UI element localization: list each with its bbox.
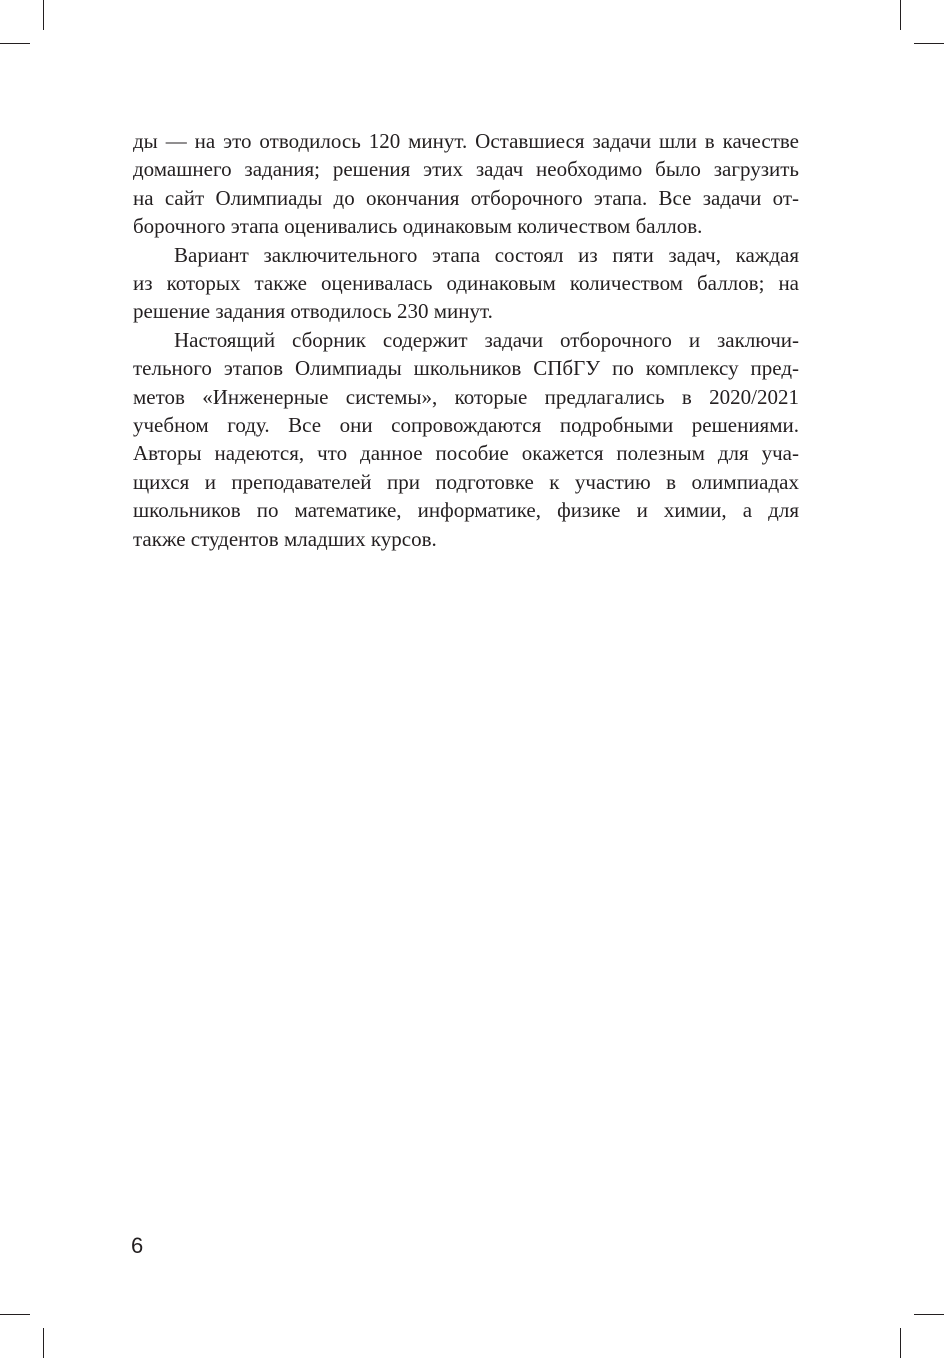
crop-mark-bottom-left-vertical xyxy=(43,1328,44,1358)
text-line: из которых также оценивалась одинаковым количеством баллов; на xyxy=(133,271,799,296)
crop-mark-top-left-vertical xyxy=(43,0,44,30)
crop-mark-bottom-left-horizontal xyxy=(0,1314,30,1315)
crop-mark-top-right-vertical xyxy=(900,0,901,30)
text-line: решение задания отводилось 230 минут. xyxy=(133,299,493,324)
paragraph-1 xyxy=(133,127,799,241)
text-line: также студентов младших курсов. xyxy=(133,526,437,551)
paragraph-2 xyxy=(133,241,799,326)
page-number: 6 xyxy=(131,1233,144,1258)
text-line: борочного этапа оценивались одинаковым количеством баллов. xyxy=(133,214,703,239)
body-text xyxy=(133,127,799,553)
crop-mark-top-right-horizontal xyxy=(914,43,944,44)
text-line: Вариант заключительного этапа состоял из пяти задач, каждая xyxy=(174,242,799,267)
text-line: домашнего задания; решения этих задач необходимо было загрузить xyxy=(133,157,799,182)
text-line: щихся и преподавателей при подготовке к участию в олимпиадах xyxy=(133,469,799,494)
crop-mark-top-left-horizontal xyxy=(0,43,30,44)
text-line: Авторы надеются, что данное пособие окажется полезным для уча- xyxy=(133,441,799,466)
crop-mark-bottom-right-vertical xyxy=(900,1328,901,1358)
text-line: на сайт Олимпиады до окончания отборочного этапа. Все задачи от- xyxy=(133,185,799,210)
text-line: школьников по математике, информатике, физике и химии, а для xyxy=(133,498,799,523)
text-line: ды — на это отводилось 120 минут. Оставшиеся задачи шли в качестве xyxy=(133,129,799,153)
text-line: Настоящий сборник содержит задачи отборочного и заключи- xyxy=(174,327,799,352)
crop-mark-bottom-right-horizontal xyxy=(914,1314,944,1315)
text-line: метов «Инженерные системы», которые предлагались в 2020/2021 xyxy=(133,384,799,409)
text-line: учебном году. Все они сопровождаются подробными решениями. xyxy=(133,413,799,438)
text-line: тельного этапов Олимпиады школьников СПбГУ по комплексу пред- xyxy=(133,356,799,381)
paragraph-3 xyxy=(133,326,799,553)
